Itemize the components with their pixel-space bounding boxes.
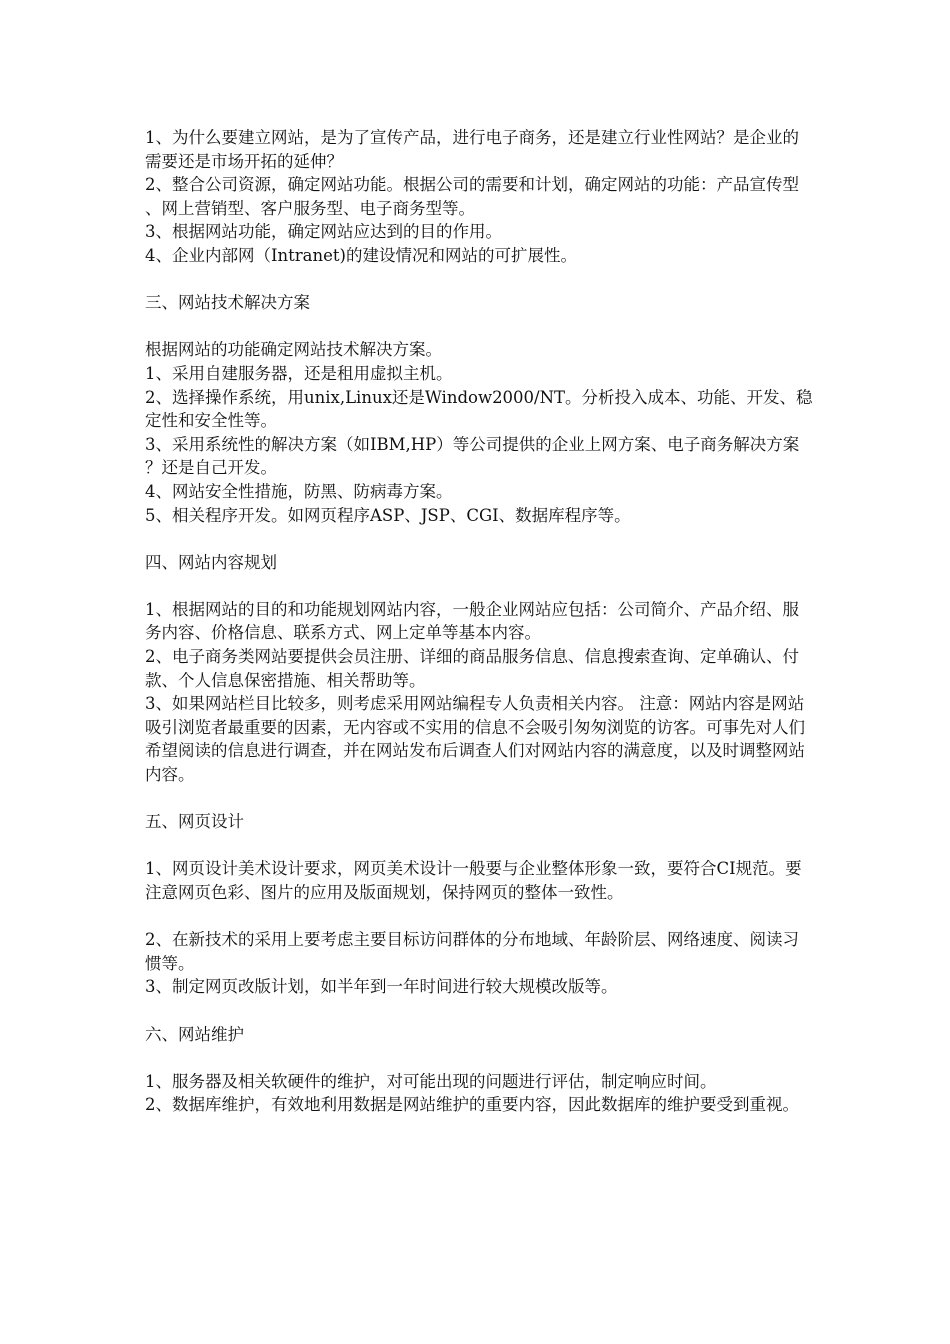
section5-item-3: 3、制定网页改版计划，如半年到一年时间进行较大规模改版等。 (145, 977, 618, 997)
section5-item-2: 2、在新技术的采用上要考虑主要目标访问群体的分布地域、年龄阶层、网络速度、阅读习惯等。 (145, 930, 799, 973)
section3-item-4: 4、网站安全性措施，防黑、防病毒方案。 (145, 481, 453, 501)
section3-intro: 根据网站的功能确定网站技术解决方案。 (145, 340, 442, 360)
section6-heading: 六、网站维护 (145, 1024, 244, 1044)
spacer (145, 574, 813, 598)
spacer (145, 268, 813, 292)
section3-item-3: 3、采用系统性的解决方案（如IBM,HP）等公司提供的企业上网方案、电子商务解决方案？还是自己开发。 (145, 434, 800, 478)
section3-heading: 三、网站技术解决方案 (145, 293, 310, 313)
section2-item-4: 4、企业内部网（Intranet)的建设情况和网站的可扩展性。 (145, 245, 577, 265)
spacer (145, 787, 813, 811)
section2-item-1: 1、为什么要建立网站，是为了宣传产品，进行电子商务，还是建立行业性网站？是企业的需要还是市场开拓的延伸？ (145, 128, 799, 171)
section5-heading: 五、网页设计 (145, 812, 244, 832)
spacer (145, 999, 813, 1023)
spacer (145, 834, 813, 858)
document-page (145, 126, 813, 1117)
spacer (145, 905, 813, 929)
section6-item-2: 2、数据库维护，有效地利用数据是网站维护的重要内容，因此数据库的维护要受到重视。 (145, 1095, 799, 1115)
section4-item-2: 2、电子商务类网站要提供会员注册、详细的商品服务信息、信息搜索查询、定单确认、付款、个人信息保密措施、相关帮助等。 (145, 647, 799, 690)
section5-item-1: 1、网页设计美术设计要求，网页美术设计一般要与企业整体形象一致，要符合CI规范。要注意网页色彩、图片的应用及版面规划，保持网页的整体一致性。 (145, 859, 802, 902)
spacer (145, 1046, 813, 1070)
section2-item-3: 3、根据网站功能，确定网站应达到的目的作用。 (145, 222, 502, 242)
section3-item-1: 1、采用自建服务器，还是租用虚拟主机。 (145, 363, 453, 383)
spacer (145, 315, 813, 339)
section6-item-1: 1、服务器及相关软硬件的维护，对可能出现的问题进行评估，制定响应时间。 (145, 1071, 717, 1091)
section3-item-2: 2、选择操作系统，用unix,Linux还是Window2000/NT。分析投入成本、功能、开发、稳定性和安全性等。 (145, 387, 813, 431)
section4-item-3: 3、如果网站栏目比较多，则考虑采用网站编程专人负责相关内容。 注意：网站内容是网站吸引浏览者最重要的因素，无内容或不实用的信息不会吸引匆匆浏览的访客。可事先对人们希望阅读的信息进行调查，并在网站发布后调查人们对网站内容的满意度，以及时调整网站内容。 (145, 694, 805, 785)
spacer (145, 527, 813, 551)
section4-heading: 四、网站内容规划 (145, 552, 277, 572)
section4-item-1: 1、根据网站的目的和功能规划网站内容，一般企业网站应包括：公司简介、产品介绍、服务内容、价格信息、联系方式、网上定单等基本内容。 (145, 599, 799, 643)
section2-item-2: 2、整合公司资源，确定网站功能。根据公司的需要和计划，确定网站的功能：产品宣传型、网上营销型、客户服务型、电子商务型等。 (145, 175, 799, 218)
section3-item-5: 5、相关程序开发。如网页程序ASP、JSP、CGI、数据库程序等。 (145, 505, 631, 525)
